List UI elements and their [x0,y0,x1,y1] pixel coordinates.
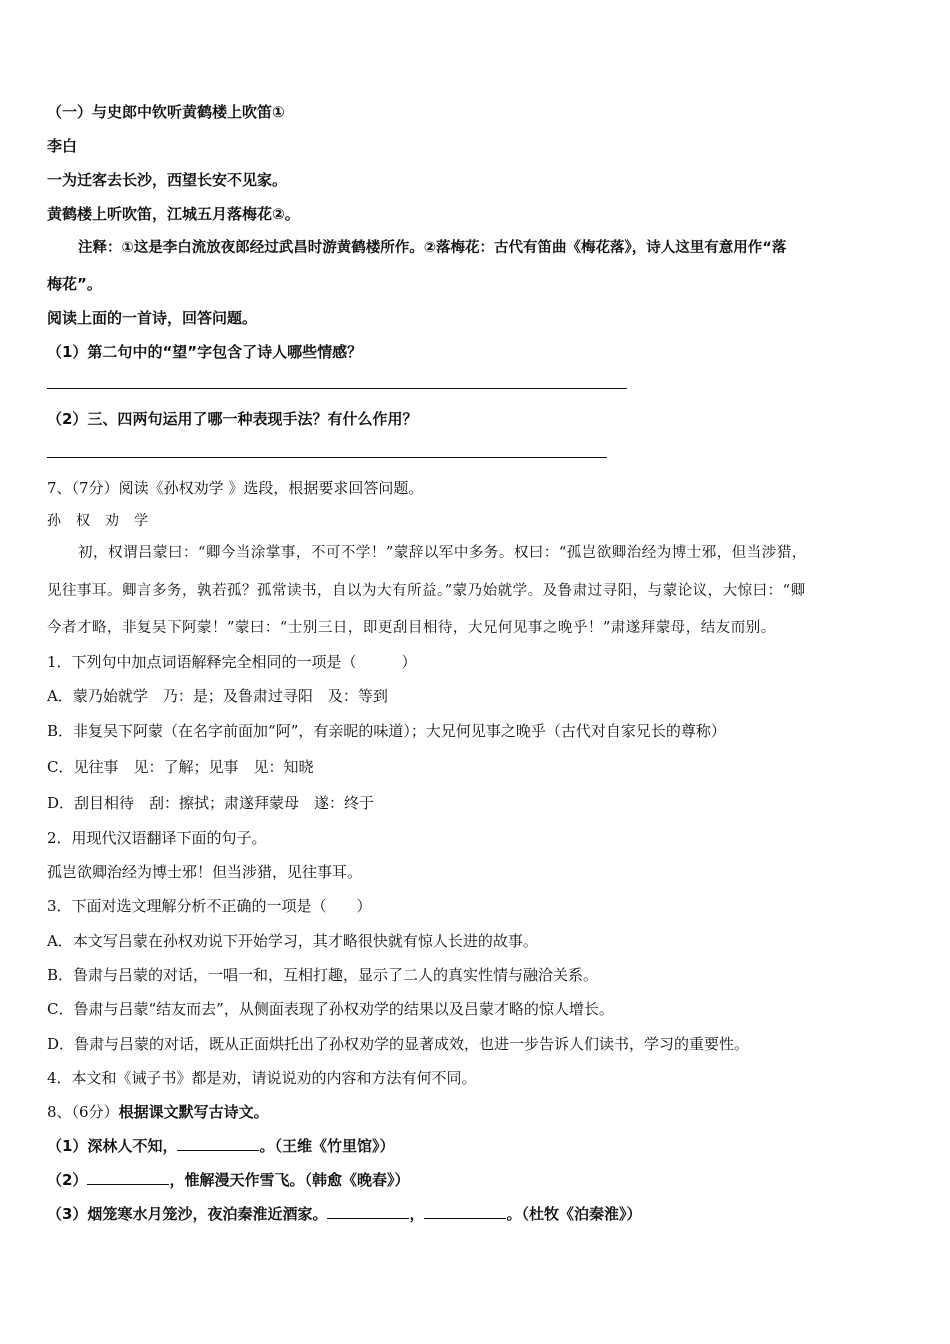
q8-item-3-separator: ， [409,1205,425,1223]
q7-passage-para-3: 今者才略，非复吴下阿蒙！”蒙曰：“士别三日，即更刮目相待，大兄何见事之晚乎！”肃遂拜蒙母，结友而别。 [47,620,776,636]
answer-line-1[interactable] [47,388,627,389]
q7-passage-para-1: 初，权谓吕蒙曰：“卿今当涂掌事，不可不学！”蒙辞以军中多务。权曰：“孤岂欲卿治经为博士邪，但当涉猎， [78,545,807,561]
q8-item-3-suffix: 。（杜牧《泊秦淮》） [506,1205,642,1223]
q7-sub3-stem: 3．下面对选文理解分析不正确的一项是（ ） [47,897,372,915]
q8-item-3 [47,1204,641,1224]
answer-line-2[interactable] [47,457,607,458]
q8-item-1 [47,1136,394,1156]
q7-header: 7、（7分）阅读《孙权劝学 》选段，根据要求回答问题。 [47,479,424,497]
q7-sub4-stem: 4．本文和《诫子书》都是劝，请说说劝的内容和方法有何不同。 [47,1069,477,1087]
poem-note-continued: 梅花”。 [47,275,102,293]
q8-item-2-suffix: ，惟解漫天作雪飞。（韩愈《晚春》） [169,1171,410,1189]
q7-sub3-option-d: D．鲁肃与吕蒙的对话，既从正面烘托出了孙权劝学的显著成效，也进一步告诉人们读书，学习的重要性。 [47,1035,750,1053]
poem-author: 李白 [47,137,78,155]
q7-sub3-option-b: B．鲁肃与吕蒙的对话，一唱一和，互相打趣，显示了二人的真实性情与融洽关系。 [47,966,599,984]
q8-item-1-suffix: 。（王维《竹里馆》） [259,1137,395,1155]
q7-sub1-option-d: D．刮目相待 刮：擦拭；肃遂拜蒙母 遂：终于 [47,794,375,812]
poem-note: 注释：①这是李白流放夜郎经过武昌时游黄鹤楼所作。②落梅花：古代有笛曲《梅花落》，诗人这里有意用作“落 [78,240,787,256]
poem-instruction: 阅读上面的一首诗，回答问题。 [47,309,258,327]
q8-header [47,1102,269,1122]
poem-title: （一）与史郎中钦听黄鹤楼上吹笛① [47,103,285,121]
q7-sub1-option-c: C．见往事 见：了解；见事 见：知晓 [47,758,314,776]
q7-sub3-option-a: A．本文写吕蒙在孙权劝说下开始学习，其才略很快就有惊人长进的故事。 [47,932,538,950]
q8-blank-3a[interactable] [327,1204,409,1219]
poem-line-2: 黄鹤楼上听吹笛，江城五月落梅花②。 [47,205,300,223]
q7-sub2-sentence: 孤岂欲卿治经为博士邪！但当涉猎，见往事耳。 [47,863,363,881]
q7-sub1-stem: 1．下列句中加点词语解释完全相同的一项是（ ） [47,653,417,671]
q8-blank-1[interactable] [177,1136,259,1151]
q8-item-1-prefix: （1）深林人不知， [47,1137,178,1155]
poem-question-1: （1）第二句中的“望”字包含了诗人哪些情感？ [47,343,363,361]
q8-item-2 [47,1170,409,1190]
q7-sub2-stem: 2．用现代汉语翻译下面的句子。 [47,829,267,847]
poem-question-2: （2）三、四两句运用了哪一种表现手法？有什么作用？ [47,410,418,428]
q7-passage-para-2: 见往事耳。卿言多务，孰若孤？孤常读书，自以为大有所益。”蒙乃始就学。及鲁肃过寻阳，与蒙论议，大惊曰：“卿 [47,583,806,599]
poem-line-1: 一为迁客去长沙，西望长安不见家。 [47,171,288,189]
q8-item-3-prefix: （3）烟笼寒水月笼沙，夜泊秦淮近酒家。 [47,1205,328,1223]
q7-sub1-option-a: A．蒙乃始就学 乃：是；及鲁肃过寻阳 及：等到 [47,687,388,705]
q8-item-2-prefix: （2） [47,1171,88,1189]
q8-blank-3b[interactable] [424,1204,506,1219]
q7-passage-title: 孙 权 劝 学 [47,513,149,529]
q8-header-number: 8、（6分） [47,1103,119,1121]
q7-sub3-option-c: C．鲁肃与吕蒙“结友而去”，从侧面表现了孙权劝学的结果以及吕蒙才略的惊人增长。 [47,1000,614,1018]
q8-header-text: 根据课文默写古诗文。 [118,1103,269,1121]
q8-blank-2[interactable] [87,1170,169,1185]
q7-sub1-option-b: B．非复吴下阿蒙（在名字前面加“阿”，有亲昵的味道）；大兄何见事之晚乎（古代对自家兄长的尊称） [47,722,726,740]
